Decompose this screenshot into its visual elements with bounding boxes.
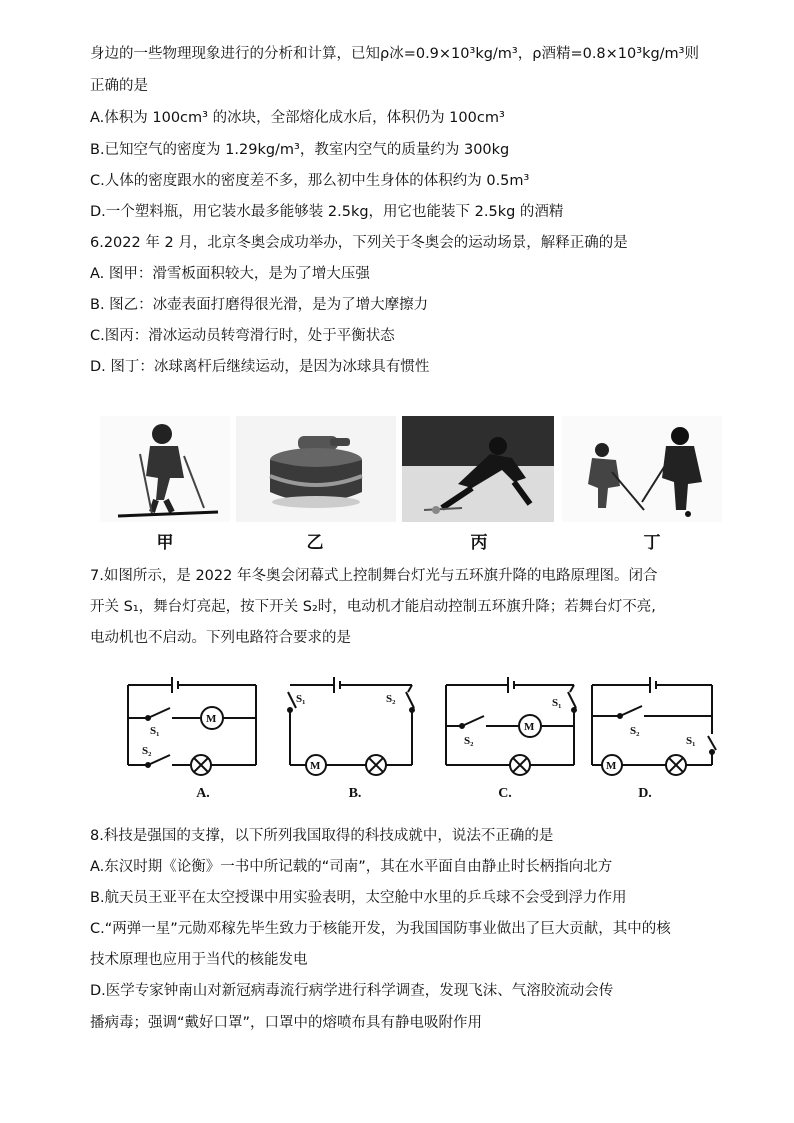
circuit-b <box>282 670 422 780</box>
circuit-label-a: A. <box>196 786 210 801</box>
circuit-a-motor-label: M <box>206 713 217 725</box>
q8-option-d-line2: 播病毒；强调“戴好口罩”，口罩中的熔喷布具有静电吸附作用 <box>90 1015 483 1031</box>
q8-option-d-line1: D.医学专家钟南山对新冠病毒流行病学进行科学调查，发现飞沫、气溶胶流动会传 <box>90 983 614 999</box>
circuit-c-s2-label: S₂ <box>464 735 474 747</box>
photo-ice-hockey <box>562 416 722 522</box>
photo-label-jia: 甲 <box>156 533 174 553</box>
circuit-label-d: D. <box>638 786 652 801</box>
q5-option-c: C.人体的密度跟水的密度差不多，那么初中生身体的体积约为 0.5m³ <box>90 173 530 189</box>
circuit-label-c: C. <box>498 786 512 801</box>
q7-stem-line2: 开关 S₁，舞台灯亮起，按下开关 S₂时，电动机才能启动控制五环旗升降；若舞台灯不亮, <box>90 599 656 615</box>
q5-option-d: D.一个塑料瓶，用它装水最多能够装 2.5kg，用它也能装下 2.5kg 的酒精 <box>90 204 564 220</box>
q5-option-b: B.已知空气的密度为 1.29kg/m³，教室内空气的质量约为 300kg <box>90 142 510 158</box>
circuit-b-s1-label: S₁ <box>296 693 306 705</box>
circuit-a-s1-label: S₁ <box>150 725 160 737</box>
photo-label-yi: 乙 <box>306 533 324 553</box>
circuit-a-s2-label: S₂ <box>142 745 152 757</box>
q6-option-c: C.图丙：滑冰运动员转弯滑行时，处于平衡状态 <box>90 328 395 344</box>
circuit-c <box>440 670 582 780</box>
q8-option-b: B.航天员王亚平在太空授课中用实验表明，太空舱中水里的乒乓球不会受到浮力作用 <box>90 890 627 906</box>
q8-option-c-line1: C.“两弹一星”元勋邓稼先毕生致力于核能开发，为我国国防事业做出了巨大贡献，其中的核 <box>90 921 671 937</box>
circuit-d-motor-label: M <box>606 760 617 772</box>
q8-option-a: A.东汉时期《论衡》一书中所记载的“司南”，其在水平面自由静止时长柄指向北方 <box>90 859 613 875</box>
circuit-b-s2-label: S₂ <box>386 693 396 705</box>
q5-intro-line1: 身边的一些物理现象进行的分析和计算，已知ρ冰=0.9×10³kg/m³，ρ酒精=0.8×10³kg/m³则 <box>90 46 699 62</box>
q7-stem-line1: 7.如图所示，是 2022 年冬奥会闭幕式上控制舞台灯光与五环旗升降的电路原理图。闭合 <box>90 568 658 584</box>
circuit-c-motor-label: M <box>524 721 535 733</box>
photo-speed-skater <box>402 416 554 522</box>
circuit-d-s2-label: S₂ <box>630 725 640 737</box>
circuit-b-motor-label: M <box>310 760 321 772</box>
circuit-a <box>120 670 265 780</box>
circuit-d <box>586 670 720 780</box>
photo-label-ding: 丁 <box>643 533 661 553</box>
q5-option-a: A.体积为 100cm³ 的冰块，全部熔化成水后，体积仍为 100cm³ <box>90 110 505 126</box>
q7-stem-line3: 电动机也不启动。下列电路符合要求的是 <box>90 630 351 646</box>
q6-option-d: D. 图丁：冰球离杆后继续运动，是因为冰球具有惯性 <box>90 359 430 375</box>
q5-intro-line2: 正确的是 <box>90 78 148 94</box>
photo-skier <box>100 416 230 522</box>
q8-option-c-line2: 技术原理也应用于当代的核能发电 <box>90 952 308 968</box>
photo-label-bing: 丙 <box>470 533 488 553</box>
circuit-d-s1-label: S₁ <box>686 735 696 747</box>
circuit-label-b: B. <box>348 786 362 801</box>
q6-option-a: A. 图甲：滑雪板面积较大，是为了增大压强 <box>90 266 370 282</box>
q6-stem: 6.2022 年 2 月，北京冬奥会成功举办，下列关于冬奥会的运动场景，解释正确的是 <box>90 235 628 251</box>
photo-curling-stone <box>236 416 396 522</box>
circuit-c-s1-label: S₁ <box>552 697 562 709</box>
q6-option-b: B. 图乙：冰壶表面打磨得很光滑，是为了增大摩擦力 <box>90 297 429 313</box>
q8-stem: 8.科技是强国的支撑，以下所列我国取得的科技成就中，说法不正确的是 <box>90 828 554 844</box>
